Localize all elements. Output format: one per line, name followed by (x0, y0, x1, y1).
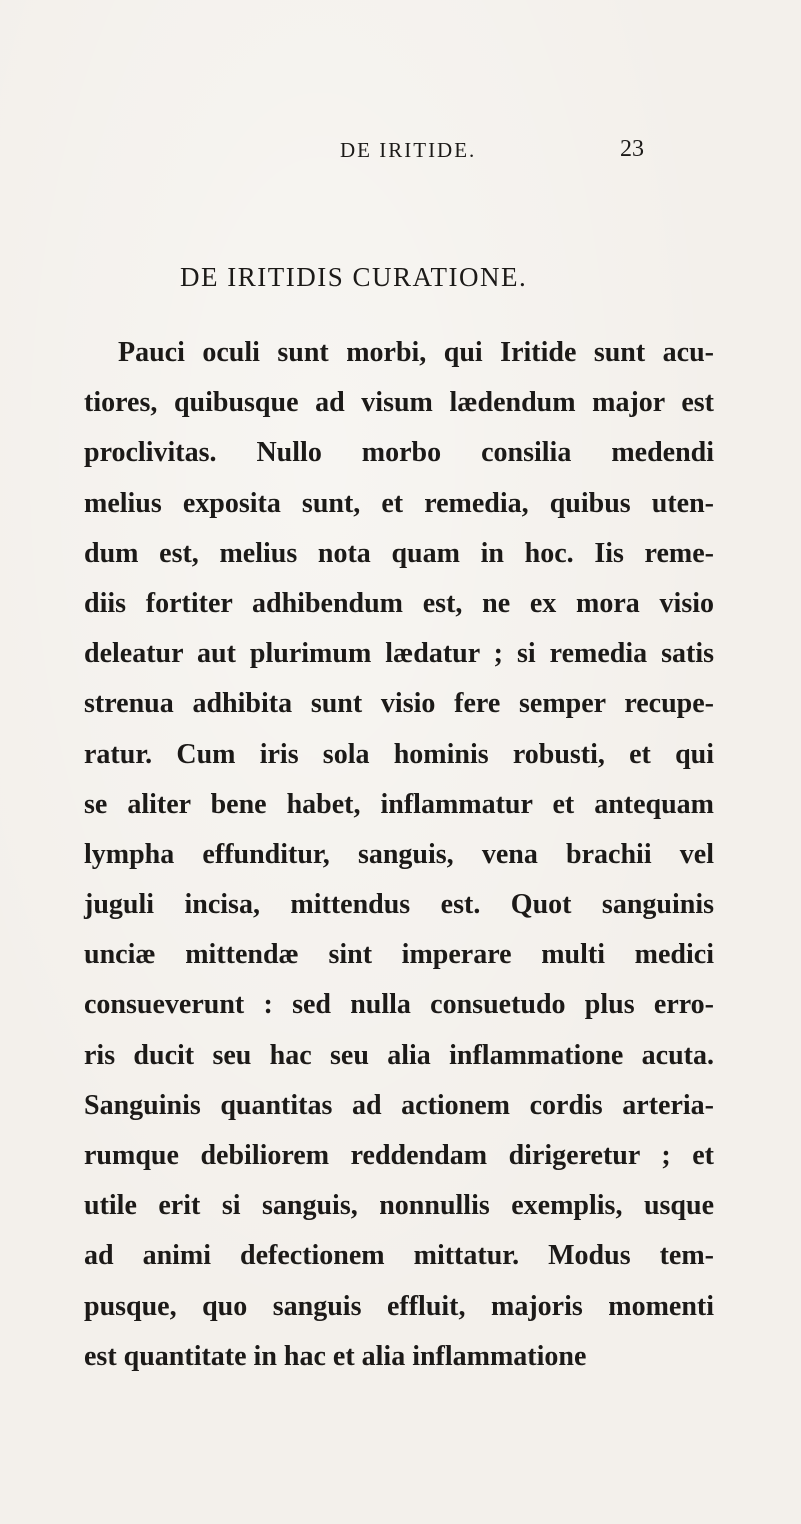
text-line: Pauci oculi sunt morbi, qui Iritide sunt acu- (118, 337, 714, 368)
text-line: strenua adhibita sunt visio fere semper recupe- (84, 688, 714, 720)
text-line: deleatur aut plurimum lædatur ; si remedia satis (84, 638, 714, 670)
text-line: ris ducit seu hac seu alia inflammatione acuta. (84, 1039, 714, 1071)
text-line: rumque debiliorem reddendam dirigeretur ; et (84, 1140, 714, 1171)
running-title: DE IRITIDE. (340, 138, 477, 162)
section-title: DE IRITIDIS CURATIONE. (180, 262, 528, 292)
text-line: juguli incisa, mittendus est. Quot sanguinis (84, 889, 714, 921)
text-line: utile erit si sanguis, nonnullis exemplis, usque (84, 1190, 714, 1222)
text-line: ad animi defectionem mittatur. Modus tem- (84, 1240, 714, 1272)
text-line: est quantitate in hac et alia inflammatione (84, 1340, 587, 1372)
text-line: unciæ mittendæ sint imperare multi medici (84, 939, 714, 971)
text-line: proclivitas. Nullo morbo consilia medendi (84, 437, 714, 469)
text-line: consueverunt : sed nulla consuetudo plus erro- (84, 989, 714, 1021)
text-line: ratur. Cum iris sola hominis robusti, et qui (84, 738, 714, 770)
text-line: Sanguinis quantitas ad actionem cordis arteria- (84, 1089, 714, 1121)
text-line: diis fortiter adhibendum est, ne ex mora visio (84, 587, 714, 619)
text-line: dum est, melius nota quam in hoc. Iis reme- (84, 537, 714, 569)
running-head (0, 138, 801, 168)
page-number: 23 (620, 136, 644, 162)
text-line: tiores, quibusque ad visum lædendum major est (84, 387, 714, 419)
text-line: pusque, quo sanguis effluit, majoris momenti (84, 1290, 714, 1322)
text-line: melius exposita sunt, et remedia, quibus uten- (84, 487, 714, 519)
body-paragraph (84, 328, 714, 1382)
text-line: se aliter bene habet, inflammatur et antequam (84, 788, 714, 820)
text-line: lympha effunditur, sanguis, vena brachii vel (84, 838, 714, 870)
